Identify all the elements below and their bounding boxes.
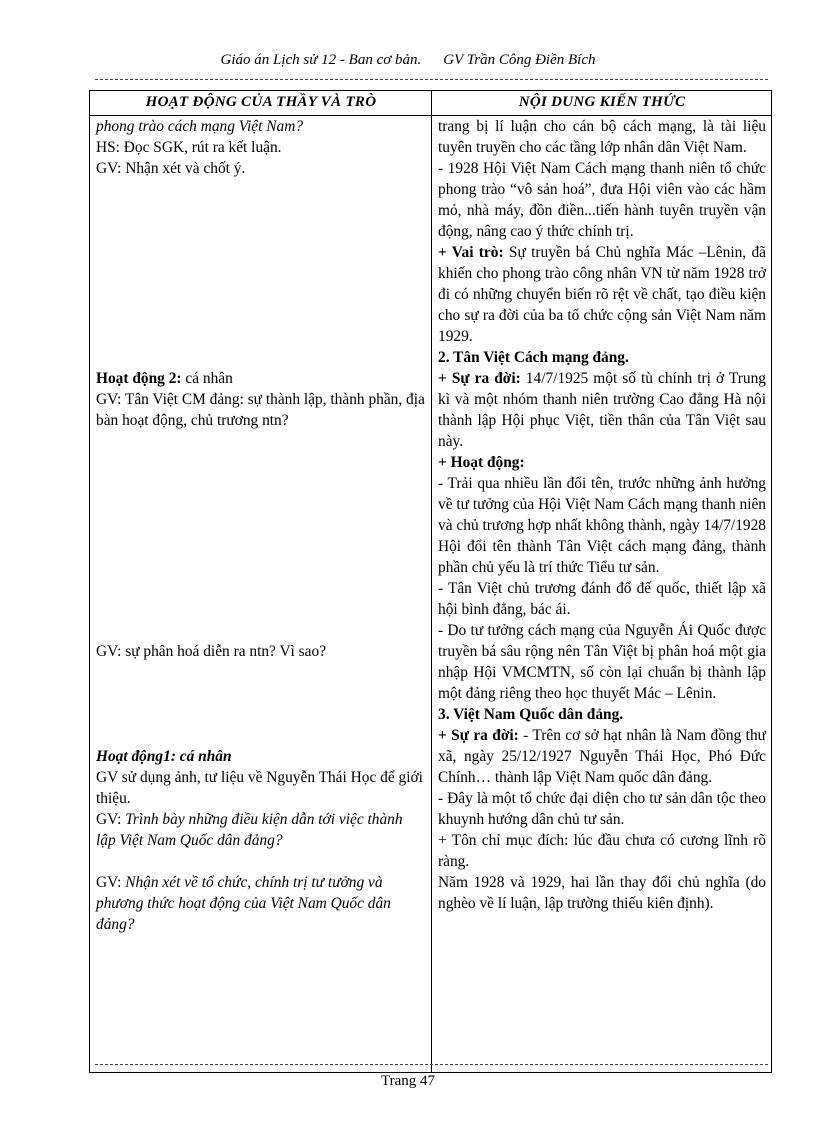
section-3-su-ra-doi: + Sự ra đời: - Trên cơ sở hạt nhân là Nam đồng thư xã, ngày 25/12/1927 Nguyễn Thái Học, Phó Đức Chính… thành lập Việt Nam quốc dân đảng. (438, 727, 766, 786)
section-3-title: 3. Việt Nam Quốc dân đảng. (438, 706, 624, 723)
column-header-activities: HOẠT ĐỘNG CỦA THẦY VÀ TRÒ (90, 91, 432, 116)
left-gv-nguyenthaihoc: GV sử dụng ảnh, tư liệu về Nguyễn Thái Học để giới thiệu. (96, 769, 423, 807)
section-2-para-1: - Trải qua nhiều lần đổi tên, trước những ảnh hưởng về tư tưởng của Hội Việt Nam Cách mạng thanh niên và chủ trương hợp nhất không thành, ngày 14/7/1928 Hội đổi tên thành Tân Việt cách mạng đảng, thành phần chủ yếu là trí thức Tiểu tư sản. (438, 475, 766, 576)
activity-1-heading: Hoạt động1: cá nhân (96, 748, 232, 765)
left-gv-tanviet: GV: Tân Việt CM đảng: sự thành lập, thành phần, địa bàn hoạt động, chủ trương ntn? (96, 391, 425, 429)
section-2-su-ra-doi: + Sự ra đời: 14/7/1925 một số tù chính trị ở Trung kì và một nhóm thanh niên trường Cao đẳng Hà nội thành lập Hội phục Việt, tiền thân của Tân Việt sau này. (438, 370, 766, 450)
header-divider (95, 79, 768, 80)
content-para-2: - 1928 Hội Việt Nam Cách mạng thanh niên tổ chức phong trào “vô sản hoá”, đưa Hội viên vào các hầm mỏ, nhà máy, đồn điền...tiến hành tuyên truyền vận động, nâng cao ý thức chính trị. (438, 160, 766, 240)
section-2-para-3: - Do tư tưởng cách mạng của Nguyễn Ái Quốc được truyền bá sâu rộng nên Tân Việt bị phân hoá một gia nhập Hội VMCMTN, số còn lại chuẩn bị thành lập một đảng riêng theo học thuyết Mác – Lênin. (438, 622, 766, 702)
section-3-para-3: Năm 1928 và 1929, hai lần thay đổi chủ nghĩa (do nghèo về lí luận, lập trường thiếu kiên định). (438, 874, 766, 912)
content-para-1: trang bị lí luận cho cán bộ cách mạng, là tài liệu tuyên truyền cho các tầng lớp nhân dân Việt Nam. (438, 118, 766, 156)
left-gv-phanhoa: GV: sự phân hoá diễn ra ntn? Vì sao? (96, 643, 327, 660)
footer-divider (95, 1064, 768, 1065)
table-row (90, 116, 772, 1073)
column-header-content: NỘI DUNG KIẾN THỨC (432, 91, 772, 116)
activities-cell (90, 116, 432, 1073)
left-gv-line: GV: Nhận xét và chốt ý. (96, 160, 246, 177)
activity-2-heading: Hoạt động 2: cá nhân (96, 370, 233, 387)
header-author: GV Trần Công Điền Bích (443, 52, 596, 68)
header-title: Giáo án Lịch sử 12 - Ban cơ bản. (220, 52, 422, 68)
table-header-row (90, 91, 772, 116)
section-2-hoat-dong-label: + Hoạt động: (438, 454, 525, 471)
lesson-table (89, 90, 772, 1073)
section-3-para-1: - Đây là một tổ chức đại diện cho tư sản dân tộc theo khuynh hướng dân chủ tư sản. (438, 790, 766, 828)
left-hs-line: HS: Đọc SGK, rút ra kết luận. (96, 139, 282, 156)
content-vai-tro: + Vai trò: Sự truyền bá Chủ nghĩa Mác –Lênin, đã khiến cho phong trào công nhân VN từ năm 1928 trở đi có những chuyển biến rõ rệt về chất, tạo điều kiện cho sự ra đời của ba tổ chức cộng sản Việt Nam năm 1929. (438, 244, 766, 345)
section-2-para-2: - Tân Việt chủ trương đánh đổ đế quốc, thiết lập xã hội bình đẳng, bác ái. (438, 580, 766, 618)
page-number: Trang 47 (380, 1073, 436, 1089)
left-gv-nhanxet: GV: Nhận xét về tổ chức, chính trị tư tưởng và phương thức hoạt động của Việt Nam Quốc dân đảng? (96, 874, 391, 933)
left-question-line: phong trào cách mạng Việt Nam? (96, 118, 304, 135)
section-2-title: 2. Tân Việt Cách mạng đảng. (438, 349, 629, 366)
left-gv-dieukien: GV: Trình bày những điều kiện dẫn tới việc thành lập Việt Nam Quốc dân đảng? (96, 811, 403, 849)
page-header (0, 52, 816, 69)
content-cell (432, 116, 772, 1073)
section-3-para-2: + Tôn chỉ mục đích: lúc đầu chưa có cương lĩnh rõ ràng. (438, 832, 766, 870)
